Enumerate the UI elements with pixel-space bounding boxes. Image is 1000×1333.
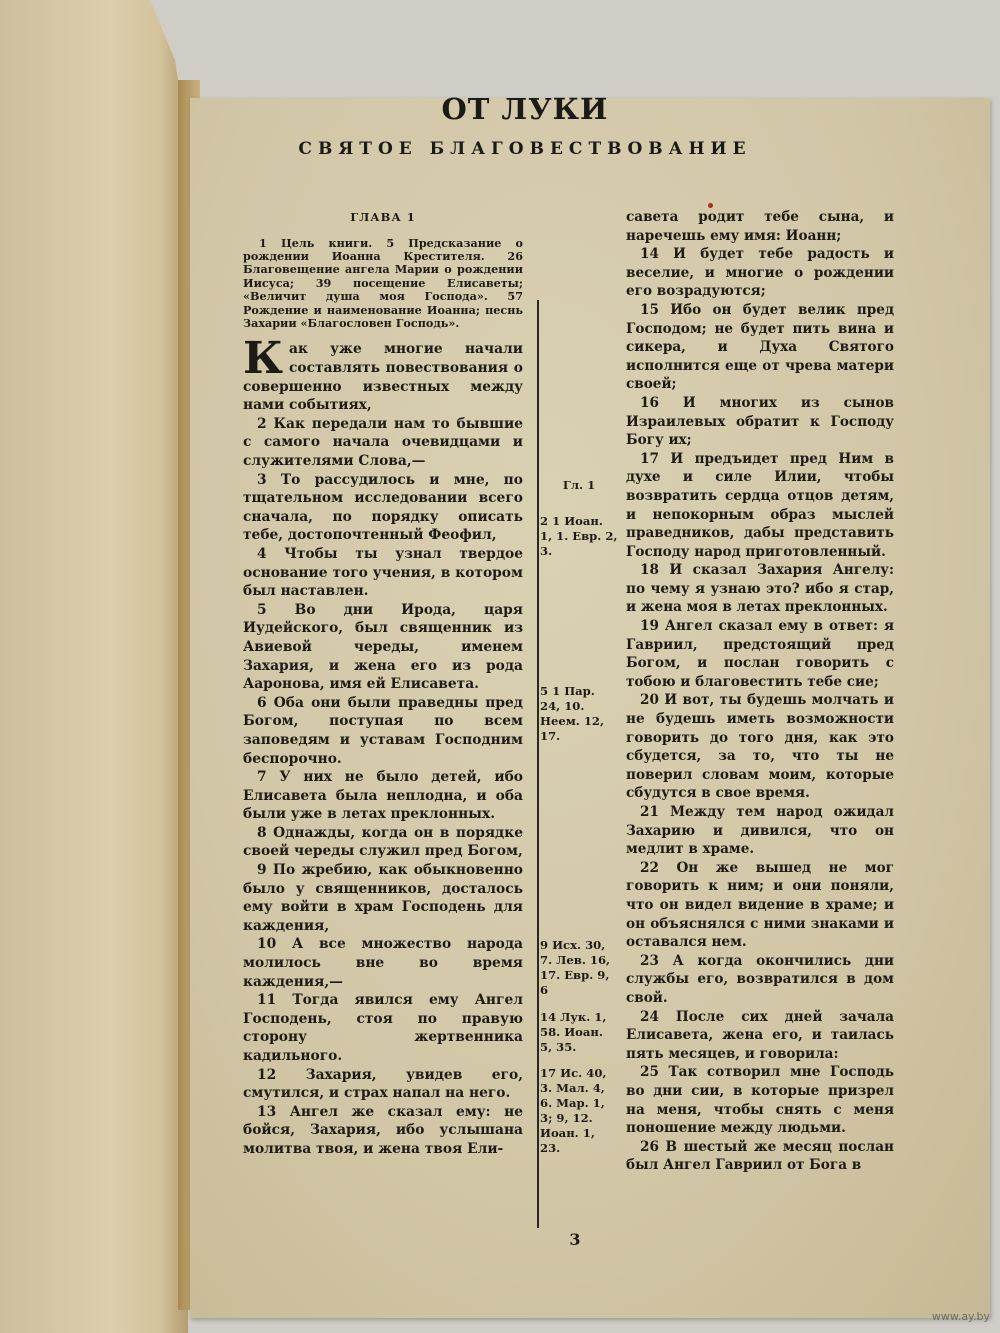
verse: 11 Тогда явился ему Ангел Господень, стоя по правую сторону жертвенника кадильного.: [243, 992, 523, 1064]
ref-chapter: Гл. 1: [562, 478, 596, 492]
verse: 24 После сих дней зачала Елисавета, жена его, и таилась пять месяцев, и говорила:: [626, 1008, 894, 1062]
verse-1-text: ак уже многие начали составлять повествования о совершенно известных между нами событиях,: [243, 341, 523, 414]
cross-reference: 14 Лук. 1, 58. Иоан. 5, 35.: [540, 1010, 607, 1054]
verse: 25 Так сотворил мне Господь во дни сии, в которые призрел на меня, чтобы снять с меня поношение между людьми.: [626, 1064, 894, 1137]
cross-reference: 9 Исх. 30, 7. Лев. 16, 17. Евр. 9, 6: [540, 938, 611, 997]
watermark: www.ay.by: [931, 1310, 990, 1323]
verse: 2 Как передали нам то бывшие с самого начала очевидцами и служителями Слова,—: [243, 415, 523, 469]
verse: 21 Между тем народ ожидал Захарию и дивился, что он медлит в храме.: [626, 804, 894, 858]
verse: 22 Он же вышед не мог говорить к ним; и они поняли, что он видел видение в храме; и он объяснялся с ними знаками и оставался нем.: [626, 859, 894, 951]
verse: 16 И многих из сынов Израилевых обратит к Господу Богу их;: [626, 394, 894, 449]
verse: 14 И будет тебе радость и веселие, и многие о рождении его возрадуются;: [626, 246, 894, 300]
left-page: [0, 0, 200, 1333]
drop-cap: К: [243, 333, 284, 385]
book-subtitle: СВЯТОЕ БЛАГОВЕСТВОВАНИЕ: [298, 139, 752, 159]
chapter-heading: ГЛАВА 1: [350, 210, 416, 224]
verse: 13 Ангел же сказал ему: не бойся, Захария, ибо услышана молитва твоя, и жена твоя Ели-: [243, 1103, 523, 1157]
column-divider: [537, 300, 539, 1228]
verse: 19 Ангел сказал ему в ответ: я Гавриил, предстоящий пред Богом, и послан говорить с тобою и благовестить тебе сие;: [626, 618, 894, 690]
verse: 26 В шестый же месяц послан был Ангел Гавриил от Бога в: [626, 1138, 894, 1174]
page-number: 3: [569, 1230, 581, 1249]
cross-reference: 17 Ис. 40, 3. Мал. 4, 6. Мар. 1, 3; 9, 12. Иоан. 1, 23.: [540, 1066, 607, 1155]
verse: 15 Ибо он будет велик пред Господом; не будет пить вина и сикера, и Духа Святого исполнится еще от чрева матери своей;: [626, 301, 894, 393]
verse: 10 А все множество народа молилось вне во время каждения,—: [243, 936, 523, 990]
verse-1: [243, 333, 523, 414]
left-column: [243, 208, 523, 1159]
verse: 23 А когда окончились дни службы его, возвратился в дом свой.: [626, 952, 894, 1006]
chapter-summary: 1 Цель книги. 5 Предсказание о рождении Иоанна Крестителя. 26 Благовещение ангела Марии о рождении Иисуса; 39 посещение Елисаветы; «Величит душа моя Господа». 57 Рождение и наименование Иоанна; песнь Захарии «Благословен Господь».: [243, 235, 523, 331]
verse: 6 Оба они были праведны пред Богом, поступая по всем заповедям и уставам Господним беспорочно.: [243, 694, 523, 767]
verse: 8 Однажды, когда он в порядке своей череды служил пред Богом,: [243, 824, 523, 860]
verse: 7 У них не было детей, ибо Елисавета была неплодна, и оба были уже в летах преклонных.: [243, 769, 523, 823]
verse: 9 По жребию, как обыкновенно было у священников, досталось ему войти в храм Господень для каждения,: [243, 862, 523, 934]
book-title: ОТ ЛУКИ: [441, 92, 609, 126]
verse: 17 И предъидет пред Ним в духе и силе Илии, чтобы возвратить сердца отцов детям, и непокорным образ мыслей праведников, дабы представить Господу народ приготовленный.: [626, 450, 894, 560]
verse: 4 Чтобы ты узнал твердое основание того учения, в котором был наставлен.: [243, 545, 523, 600]
verse: 18 И сказал Захария Ангелу: по чему я узнаю это? ибо я стар, и жена моя в летах преклонных.: [626, 562, 894, 616]
verse: 3 То рассудилось и мне, по тщательном исследовании всего сначала, по порядку описать тебе, достопочтенный Феофил,: [243, 471, 523, 544]
cross-reference: 5 1 Пар. 24, 10. Неем. 12, 17.: [540, 684, 605, 743]
right-column: [626, 208, 894, 1175]
verse: 20 И вот, ты будешь молчать и не будешь иметь возможности говорить до того дня, как это сбудется, за то, что ты не поверил словам моим, которые сбудутся в свое время.: [626, 692, 894, 802]
verse: 12 Захария, увидев его, смутился, и страх напал на него.: [243, 1066, 523, 1102]
verse: савета родит тебе сына, и наречешь ему имя: Иоанн;: [626, 209, 894, 244]
verse: 5 Во дни Ирода, царя Иудейского, был священник из Авиевой череды, именем Захария, и жена его из рода Ааронова, имя ей Елисавета.: [243, 601, 523, 693]
cross-reference: 2 1 Иоан. 1, 1. Евр. 2, 3.: [540, 514, 618, 558]
